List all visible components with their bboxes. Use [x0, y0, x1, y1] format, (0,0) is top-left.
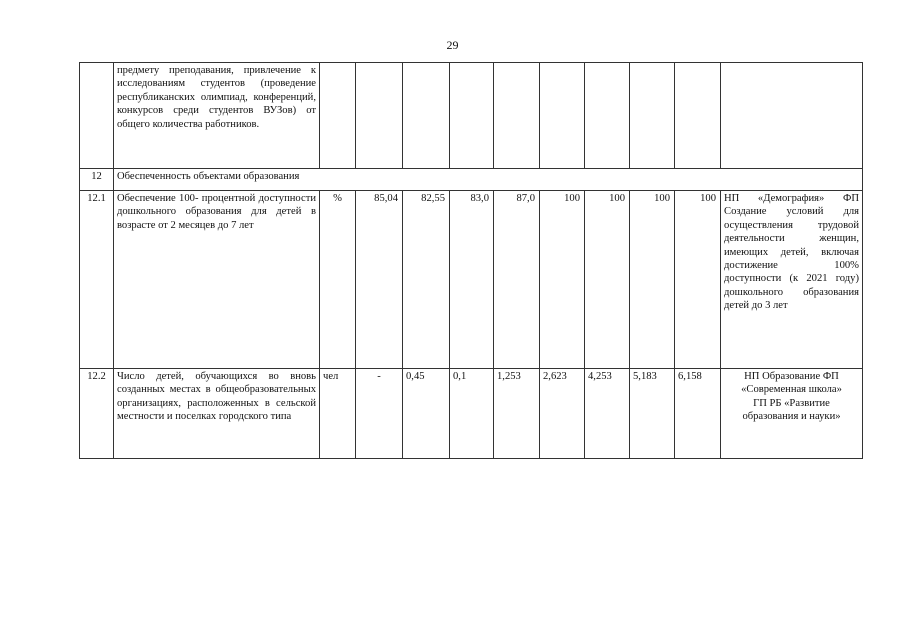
- value-cell: 85,04: [356, 191, 403, 369]
- program-line: ГП РБ «Развитие образования и науки»: [742, 397, 841, 423]
- page-number: 29: [446, 38, 459, 52]
- value-cell: 100: [630, 191, 675, 369]
- value-cell: [540, 63, 585, 169]
- value-cell: 83,0: [450, 191, 494, 369]
- value-cell: 0,1: [450, 369, 494, 459]
- value-cell: [403, 63, 450, 169]
- unit-cell: [320, 63, 356, 169]
- value-cell: 0,45: [403, 369, 450, 459]
- table-row: [80, 191, 863, 369]
- table-row: [80, 369, 863, 459]
- indicator-description: предмету преподавания, привлечение к исследованиям студентов (проведение республиканских олимпиад, конференций, конкурсов среди студентов ВУЗов) от общего количества работников.: [114, 63, 320, 169]
- value-cell: [675, 63, 721, 169]
- row-number: 12.2: [80, 369, 114, 459]
- value-cell: 100: [675, 191, 721, 369]
- value-cell: 100: [540, 191, 585, 369]
- value-cell: [630, 63, 675, 169]
- indicators-table: [79, 62, 863, 459]
- value-cell: 1,253: [494, 369, 540, 459]
- value-cell: 4,253: [585, 369, 630, 459]
- row-number: 12.1: [80, 191, 114, 369]
- value-cell: 6,158: [675, 369, 721, 459]
- value-cell: 82,55: [403, 191, 450, 369]
- value-cell: 87,0: [494, 191, 540, 369]
- value-cell: [585, 63, 630, 169]
- indicator-description: Обеспечение 100- процентной доступности дошкольного образования для детей в возрасте от 2 месяцев до 7 лет: [114, 191, 320, 369]
- unit-cell: %: [320, 191, 356, 369]
- value-cell: -: [356, 369, 403, 459]
- value-cell: [494, 63, 540, 169]
- value-cell: 5,183: [630, 369, 675, 459]
- table-row: [80, 63, 863, 169]
- program-cell: [721, 63, 863, 169]
- value-cell: 2,623: [540, 369, 585, 459]
- program-line: НП Образование ФП «Современная школа»: [741, 371, 842, 396]
- value-cell: 100: [585, 191, 630, 369]
- row-number: [80, 63, 114, 169]
- section-row: [80, 169, 863, 191]
- value-cell: [356, 63, 403, 169]
- unit-cell: чел: [320, 369, 356, 459]
- section-title: Обеспеченность объектами образования: [114, 169, 863, 191]
- program-cell: НП «Демография» ФП Создание условий для осуществления трудовой деятельности женщин, имеющих детей, включая достижение 100% доступности (к 2021 году) дошкольного образования детей до 3 лет: [721, 191, 863, 369]
- indicator-description: Число детей, обучающихся во вновь созданных местах в общеобразовательных организациях, расположенных в сельской местности и поселках городского типа: [114, 369, 320, 459]
- program-cell: [721, 369, 863, 459]
- section-number: 12: [80, 169, 114, 191]
- value-cell: [450, 63, 494, 169]
